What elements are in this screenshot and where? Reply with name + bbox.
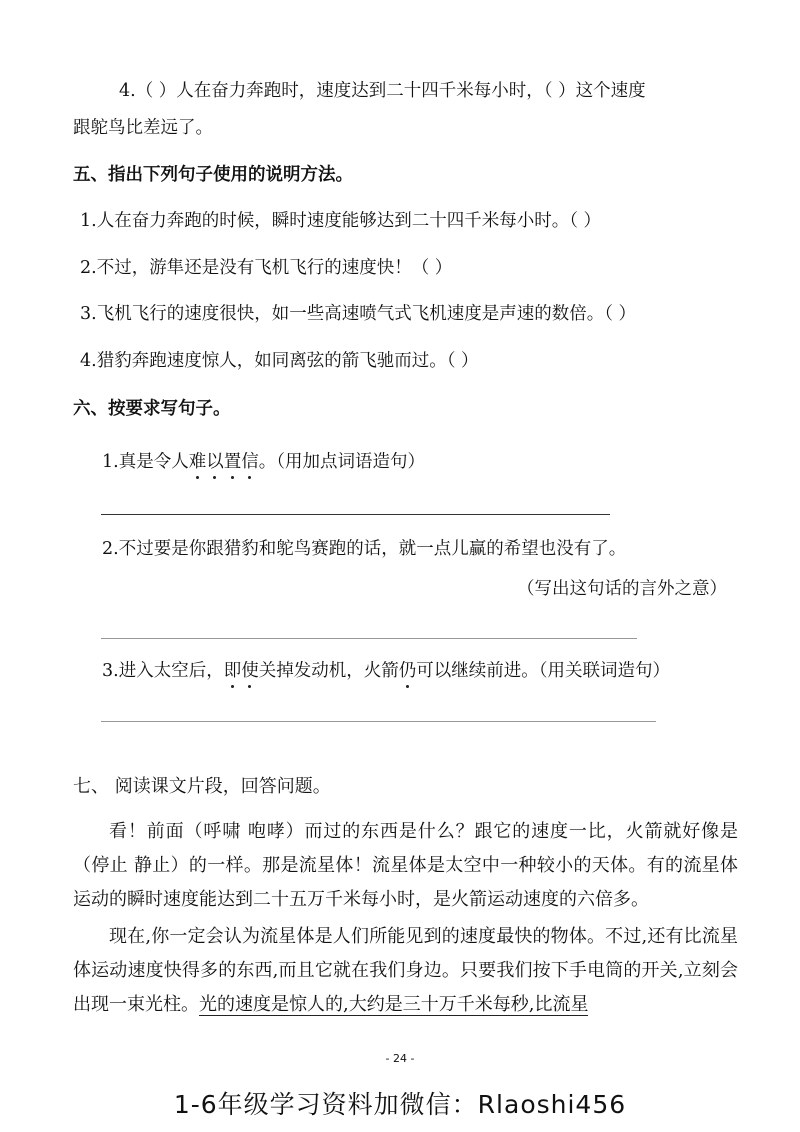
section5-item-4: 4.猎豹奔跑速度惊人，如同离弦的箭飞驰而过。（ ） (80, 351, 479, 371)
emphasis-char: 信 (241, 452, 259, 472)
dotted-word (189, 452, 259, 472)
section6-q1-suffix: 。（用加点词语造句） (258, 452, 425, 472)
section7-title: 七、 阅读课文片段，回答问题。 (73, 776, 331, 797)
section6-q3 (102, 659, 670, 683)
passage-paragraph-1: 看！前面（呼啸 咆哮）而过的东西是什么？跟它的速度一比，火箭就好像是（停止 静止）的一样。那是流星体！流星体是太空中一种较小的天体。有的流星体运动的瞬时速度能达到二十五万千米每小时，是火箭运动速度的六倍多。 (73, 821, 738, 910)
emphasis-char: 使 (241, 661, 259, 681)
emphasis-char: 以 (206, 452, 224, 472)
emphasis-char: 置 (223, 452, 242, 472)
dotted-word-reng (399, 661, 417, 681)
footer-watermark: 1-6年级学习资料加微信：Rlaoshi456 (173, 1090, 627, 1119)
q4-line2: 跟鸵鸟比差远了。 (73, 118, 213, 138)
answer-line-2[interactable] (101, 638, 637, 639)
section6-q2: 2.不过要是你跟猎豹和鸵鸟赛跑的话，就一点儿赢的希望也没有了。 (102, 539, 627, 559)
dotted-word-jishi (224, 661, 259, 681)
section6-q3-part3: 可以继续前进。（用关联词造句） (416, 661, 670, 681)
section5-item-3: 3.飞机飞行的速度很快，如一些高速喷气式飞机速度是声速的数倍。（ ） (80, 304, 637, 324)
dotted-text (189, 452, 259, 472)
section6-q3-part1: 3.进入太空后， (102, 661, 224, 681)
answer-line-1[interactable] (101, 514, 610, 515)
section6-q3-part2: 关掉发动机，火箭 (258, 661, 399, 681)
section6-q1-prefix: 1.真是令人 (102, 452, 189, 472)
section6-q2-hint: （写出这句话的言外之意） (517, 579, 727, 599)
q4-line1: 4.（ ）人在奋力奔跑时，速度达到二十四千米每小时，（ ）这个速度 (119, 81, 646, 101)
passage-paragraph-2-text: 现在,你一定会认为流星体是人们所能见到的速度最快的物体。不过,还有比流星体运动速度快得多的东西,而且它就在我们身边。只要我们按下手电筒的开关,立刻会出现一束光柱。 (73, 926, 738, 1015)
page-number: - 24 - (385, 1052, 415, 1065)
passage-paragraph-2 (73, 920, 738, 1022)
underlined-sentence: 光的速度是惊人的,大约是三十万千米每秒,比流星 (199, 994, 589, 1015)
section5-item-2: 2.不过，游隼还是没有飞机飞行的速度快！（ ） (80, 258, 453, 278)
section5-item-1: 1.人在奋力奔跑的时候，瞬时速度能够达到二十四千米每小时。（ ） (80, 211, 602, 231)
answer-line-3[interactable] (101, 721, 656, 722)
section5-title: 五、指出下列句子使用的说明方法。 (73, 165, 353, 185)
emphasis-char: 仍 (398, 661, 417, 681)
emphasis-char: 难 (188, 452, 207, 472)
section6-title: 六、按要求写句子。 (73, 399, 231, 419)
section6-q1 (102, 450, 425, 474)
emphasis-char: 即 (223, 661, 242, 681)
